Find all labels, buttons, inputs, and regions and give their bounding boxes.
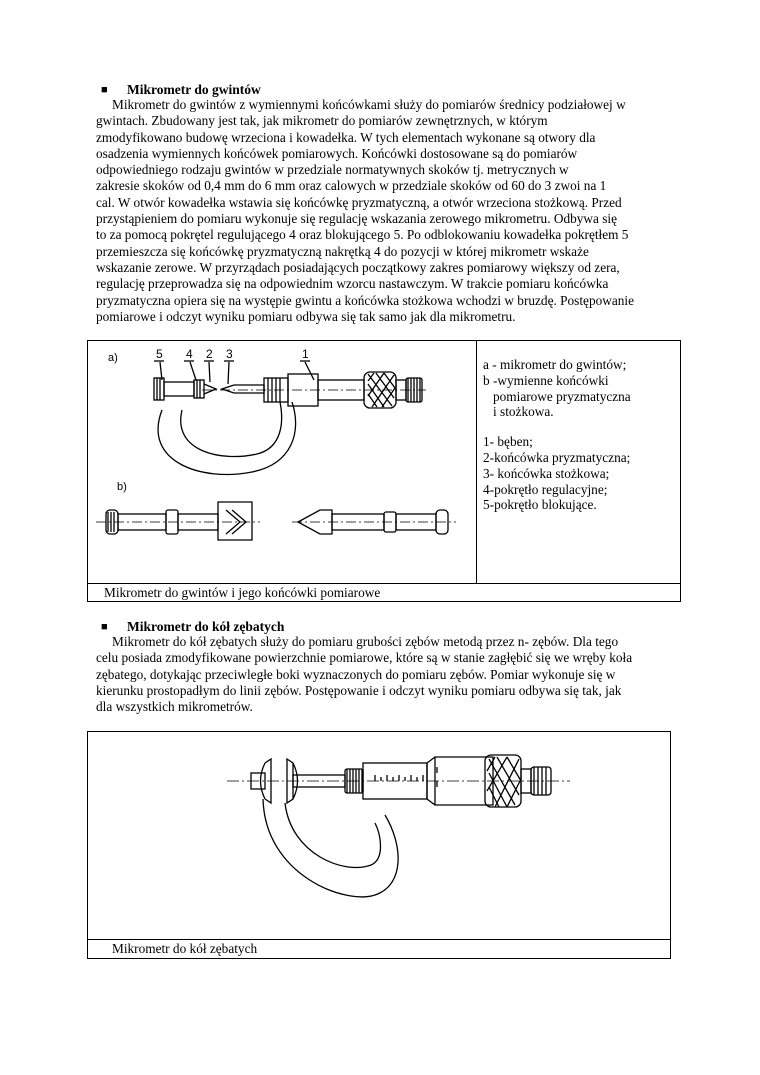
text-line: Mikrometr do gwintów z wymiennymi końcówkami służy do pomiarów średnicy podziałowej w	[112, 97, 626, 112]
text-line: to za pomocą pokrętel regulującego 4 oraz blokującego 5. Po odblokowaniu kowadełka pokrętłem 5	[96, 227, 629, 243]
legend-item: a - mikrometr do gwintów;	[483, 357, 627, 372]
figure-legend	[483, 357, 631, 513]
text-line: przemieszcza się końcówkę pryzmatyczną nakrętką 4 do pozycji w której mikrometr wskaże	[96, 243, 589, 259]
text-line: celu posiada zmodyfikowane powierzchnie pomiarowe, które są w stanie zagłębić się we wręby koła	[96, 650, 633, 666]
figure-divider-vertical	[476, 340, 477, 584]
legend-item: 1- bęben;	[483, 434, 533, 450]
callout-1: 1	[302, 347, 309, 361]
legend-item: 2-końcówka pryzmatyczna;	[483, 449, 631, 465]
text-line: gwintach. Zbudowany jest tak, jak mikrometr do pomiarów zewnętrznych, w którym	[96, 113, 548, 129]
text-line: regulację przeprowadza się na odpowiednim wzorcu nastawczym. W trakcie pomiaru końcówka	[96, 276, 609, 292]
bullet-marker: ■	[101, 621, 108, 633]
legend-spacer	[483, 420, 631, 434]
legend-item: i stożkowa.	[493, 404, 554, 420]
figure-label-b: b)	[117, 481, 127, 493]
legend-item: 3- końcówka stożkowa;	[483, 465, 610, 481]
callout-4: 4	[186, 347, 193, 361]
paragraph-gear-micrometer	[96, 634, 632, 715]
bullet-marker: ■	[101, 84, 108, 96]
callout-2: 2	[206, 347, 213, 361]
legend-item: b -wymienne końcówki	[483, 372, 609, 388]
thread-micrometer-drawing	[92, 342, 472, 582]
section-heading-gear-micrometer: Mikrometr do kół zębatych	[127, 619, 285, 634]
text-line: pryzmatyczna opiera się na występie gwintu a końcówka stożkowa wchodzi w bruzdę. Postępowanie	[96, 292, 634, 308]
legend-item: 4-pokrętło regulacyjne;	[483, 481, 608, 497]
figure2-divider-horizontal	[87, 939, 671, 940]
text-line: zębatego, dotykając przeciwległe boki wyznaczonych do pomiaru zębów. Pomiar wykonuje się w	[96, 666, 616, 682]
text-line: zmodyfikowano budowę wrzeciona i kowadełka. W tych elementach wykonane są otwory dla	[96, 129, 596, 145]
text-line: kierunku prostopadłym do linii zębów. Postępowanie i odczyt wyniku pomiaru odbywa się tak, jak	[96, 682, 622, 698]
text-line: osadzenia wymiennych końcówek pomiarowych. Końcówki dostosowane są do pomiarów	[96, 145, 578, 161]
legend-item: 5-pokrętło blokujące.	[483, 497, 597, 513]
paragraph-thread-micrometer	[96, 97, 634, 325]
figure-label-a: a)	[108, 352, 118, 364]
section-heading-thread-micrometer: Mikrometr do gwintów	[127, 82, 261, 97]
text-line: wskazanie zerowe. W przyrządach posiadających początkowy zakres pomiarowy większy od zera,	[96, 259, 620, 275]
figure-caption-thread-micrometer: Mikrometr do gwintów i jego końcówki pomiarowe	[104, 585, 381, 600]
text-line: dla wszystkich mikrometrów.	[96, 699, 253, 715]
legend-item: pomiarowe pryzmatyczna	[493, 388, 631, 404]
text-line: przystąpieniem do pomiaru wykonuje się regulację wskazania zerowego mikrometru. Odbywa się	[96, 211, 617, 227]
text-line: Mikrometr do kół zębatych służy do pomiaru grubości zębów metodą przez n- zębów. Dla tego	[112, 634, 619, 649]
callout-5: 5	[156, 347, 163, 361]
callout-3: 3	[226, 347, 233, 361]
text-line: zakresie skoków od 0,4 mm do 6 mm oraz calowych w przedziale skoków od 60 do 3 zwoi na 1	[96, 178, 607, 194]
gear-micrometer-drawing	[225, 735, 585, 935]
text-line: cal. W otwór kowadełka wstawia się końcówkę pryzmatyczną, a otwór wrzeciona stożkową. Przed	[96, 194, 622, 210]
figure-divider-horizontal	[87, 583, 681, 584]
text-line: odpowiedniego rodzaju gwintów w przedziale normatywnych skoków tj. metrycznych w	[96, 162, 569, 178]
text-line: pomiarowe i odczyt wyniku pomiaru odbywa się tak samo jak dla mikrometru.	[96, 308, 516, 324]
figure-caption-gear-micrometer: Mikrometr do kół zębatych	[112, 941, 258, 956]
